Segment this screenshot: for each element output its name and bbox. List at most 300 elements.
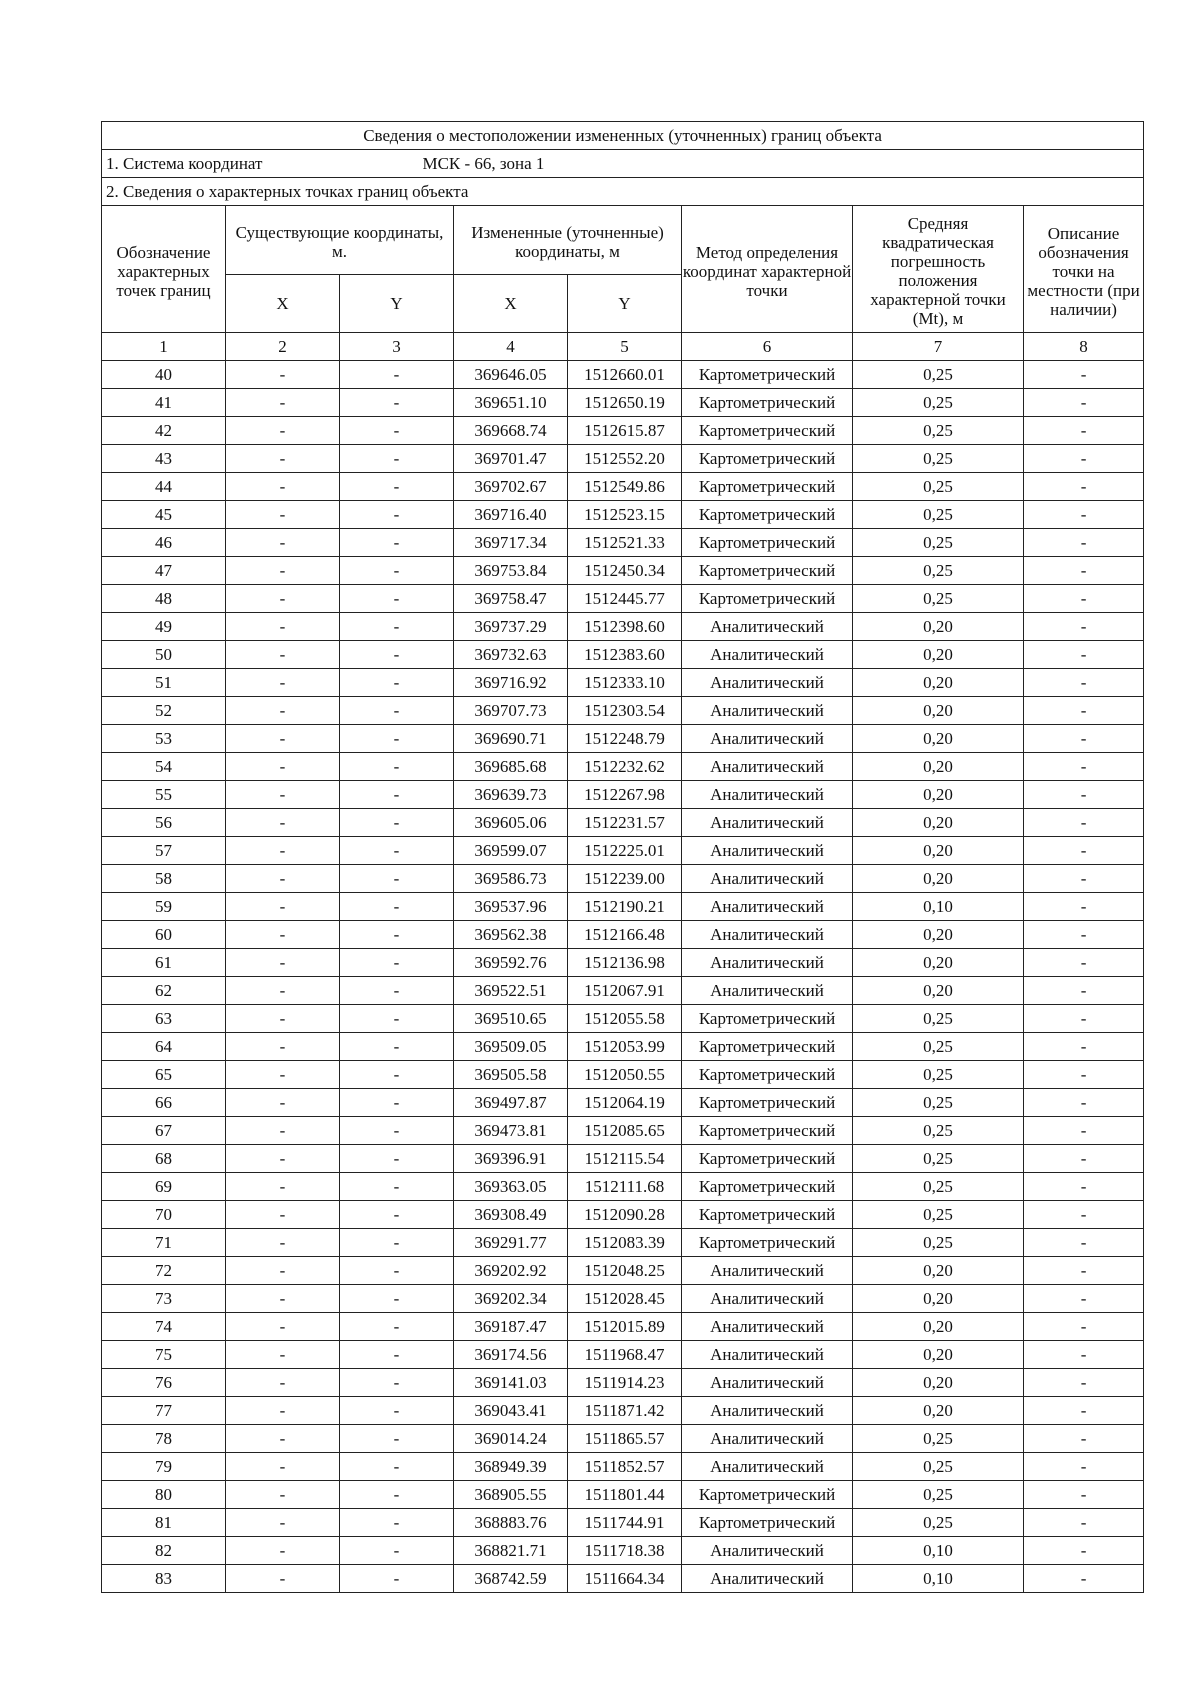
cell-existing-y: -	[340, 725, 454, 753]
cell-changed-x: 369537.96	[454, 893, 568, 921]
cell-existing-y: -	[340, 1173, 454, 1201]
cell-existing-y: -	[340, 921, 454, 949]
cell-existing-x: -	[226, 949, 340, 977]
cell-changed-x: 369690.71	[454, 725, 568, 753]
cell-description: -	[1024, 613, 1144, 641]
cell-existing-y: -	[340, 1425, 454, 1453]
cell-point-number: 55	[102, 781, 226, 809]
cell-existing-y: -	[340, 473, 454, 501]
cell-method: Аналитический	[682, 1397, 853, 1425]
table-row	[102, 557, 1144, 585]
cell-changed-y: 1512050.55	[568, 1061, 682, 1089]
cell-existing-y: -	[340, 585, 454, 613]
cell-point-number: 61	[102, 949, 226, 977]
cell-changed-x: 369187.47	[454, 1313, 568, 1341]
table-row	[102, 1369, 1144, 1397]
cell-description: -	[1024, 1565, 1144, 1593]
column-number: 6	[682, 333, 853, 361]
cell-changed-y: 1512055.58	[568, 1005, 682, 1033]
cell-changed-x: 369651.10	[454, 389, 568, 417]
cell-changed-x: 369363.05	[454, 1173, 568, 1201]
cell-method: Аналитический	[682, 949, 853, 977]
cell-description: -	[1024, 1201, 1144, 1229]
cell-mean-error: 0,25	[853, 417, 1024, 445]
cell-point-number: 43	[102, 445, 226, 473]
table-row	[102, 389, 1144, 417]
coordinate-system-label: 1. Система координат	[106, 154, 263, 173]
cell-existing-x: -	[226, 1117, 340, 1145]
cell-existing-x: -	[226, 417, 340, 445]
table-row	[102, 753, 1144, 781]
cell-changed-x: 369497.87	[454, 1089, 568, 1117]
cell-point-number: 62	[102, 977, 226, 1005]
section-row	[102, 178, 1144, 206]
cell-method: Картометрический	[682, 473, 853, 501]
cell-method: Аналитический	[682, 697, 853, 725]
cell-method: Аналитический	[682, 893, 853, 921]
cell-changed-x: 369685.68	[454, 753, 568, 781]
cell-method: Аналитический	[682, 1537, 853, 1565]
table-row	[102, 445, 1144, 473]
cell-description: -	[1024, 725, 1144, 753]
cell-existing-y: -	[340, 1145, 454, 1173]
cell-existing-y: -	[340, 1257, 454, 1285]
cell-description: -	[1024, 529, 1144, 557]
column-number: 2	[226, 333, 340, 361]
cell-mean-error: 0,20	[853, 1369, 1024, 1397]
cell-changed-x: 369758.47	[454, 585, 568, 613]
cell-existing-y: -	[340, 1565, 454, 1593]
cell-method: Картометрический	[682, 417, 853, 445]
cell-existing-y: -	[340, 1089, 454, 1117]
cell-point-number: 81	[102, 1509, 226, 1537]
cell-method: Картометрический	[682, 1201, 853, 1229]
cell-mean-error: 0,20	[853, 669, 1024, 697]
cell-mean-error: 0,25	[853, 1229, 1024, 1257]
cell-point-number: 71	[102, 1229, 226, 1257]
cell-changed-x: 369716.40	[454, 501, 568, 529]
cell-existing-x: -	[226, 1145, 340, 1173]
header-row-main	[102, 206, 1144, 275]
cell-method: Картометрический	[682, 389, 853, 417]
cell-method: Аналитический	[682, 1313, 853, 1341]
cell-existing-y: -	[340, 865, 454, 893]
cell-description: -	[1024, 1229, 1144, 1257]
table-row	[102, 1033, 1144, 1061]
cell-changed-x: 369646.05	[454, 361, 568, 389]
cell-existing-y: -	[340, 417, 454, 445]
cell-existing-y: -	[340, 809, 454, 837]
cell-changed-y: 1512085.65	[568, 1117, 682, 1145]
cell-changed-y: 1512450.34	[568, 557, 682, 585]
cell-existing-y: -	[340, 1313, 454, 1341]
cell-existing-x: -	[226, 1089, 340, 1117]
table-row	[102, 1117, 1144, 1145]
cell-changed-y: 1511914.23	[568, 1369, 682, 1397]
cell-point-number: 58	[102, 865, 226, 893]
cell-existing-y: -	[340, 1397, 454, 1425]
cell-changed-x: 369505.58	[454, 1061, 568, 1089]
cell-existing-y: -	[340, 501, 454, 529]
table-row	[102, 893, 1144, 921]
cell-existing-y: -	[340, 837, 454, 865]
cell-method: Аналитический	[682, 1341, 853, 1369]
cell-changed-x: 369716.92	[454, 669, 568, 697]
cell-description: -	[1024, 1341, 1144, 1369]
cell-point-number: 63	[102, 1005, 226, 1033]
table-row	[102, 809, 1144, 837]
cell-existing-x: -	[226, 501, 340, 529]
cell-point-number: 72	[102, 1257, 226, 1285]
cell-point-number: 47	[102, 557, 226, 585]
cell-description: -	[1024, 1117, 1144, 1145]
table-row	[102, 977, 1144, 1005]
section-title: 2. Сведения о характерных точках границ объекта	[102, 178, 1144, 206]
cell-method: Аналитический	[682, 669, 853, 697]
table-row	[102, 1201, 1144, 1229]
cell-changed-y: 1512225.01	[568, 837, 682, 865]
cell-method: Аналитический	[682, 725, 853, 753]
cell-changed-y: 1512190.21	[568, 893, 682, 921]
cell-existing-y: -	[340, 1509, 454, 1537]
cell-method: Аналитический	[682, 1565, 853, 1593]
cell-method: Картометрический	[682, 1173, 853, 1201]
cell-existing-y: -	[340, 1481, 454, 1509]
cell-changed-y: 1512660.01	[568, 361, 682, 389]
cell-existing-y: -	[340, 613, 454, 641]
cell-description: -	[1024, 585, 1144, 613]
cell-changed-y: 1512303.54	[568, 697, 682, 725]
cell-mean-error: 0,20	[853, 809, 1024, 837]
cell-point-number: 45	[102, 501, 226, 529]
header-changed-x: X	[454, 275, 568, 333]
cell-changed-y: 1511664.34	[568, 1565, 682, 1593]
cell-point-number: 56	[102, 809, 226, 837]
cell-mean-error: 0,25	[853, 529, 1024, 557]
cell-point-number: 50	[102, 641, 226, 669]
cell-changed-x: 369308.49	[454, 1201, 568, 1229]
cell-description: -	[1024, 1285, 1144, 1313]
cell-point-number: 74	[102, 1313, 226, 1341]
header-existing-x: X	[226, 275, 340, 333]
cell-changed-y: 1511801.44	[568, 1481, 682, 1509]
cell-existing-x: -	[226, 1481, 340, 1509]
cell-mean-error: 0,25	[853, 1173, 1024, 1201]
cell-changed-y: 1512521.33	[568, 529, 682, 557]
cell-point-number: 54	[102, 753, 226, 781]
column-number: 3	[340, 333, 454, 361]
cell-point-number: 82	[102, 1537, 226, 1565]
cell-description: -	[1024, 473, 1144, 501]
cell-mean-error: 0,25	[853, 585, 1024, 613]
header-mean-error: Средняя квадратическая погрешность положения характерной точки (Mt), м	[853, 206, 1024, 333]
cell-changed-y: 1512090.28	[568, 1201, 682, 1229]
cell-point-number: 68	[102, 1145, 226, 1173]
cell-point-number: 83	[102, 1565, 226, 1593]
cell-existing-x: -	[226, 1509, 340, 1537]
cell-changed-x: 369737.29	[454, 613, 568, 641]
cell-changed-x: 369701.47	[454, 445, 568, 473]
cell-mean-error: 0,20	[853, 1313, 1024, 1341]
table-row	[102, 781, 1144, 809]
cell-method: Картометрический	[682, 1089, 853, 1117]
cell-method: Аналитический	[682, 1257, 853, 1285]
table-row	[102, 1313, 1144, 1341]
cell-changed-y: 1512267.98	[568, 781, 682, 809]
cell-existing-x: -	[226, 1565, 340, 1593]
cell-description: -	[1024, 1061, 1144, 1089]
coordinate-system-value: МСК - 66, зона 1	[422, 154, 545, 173]
column-number: 7	[853, 333, 1024, 361]
cell-changed-x: 369043.41	[454, 1397, 568, 1425]
cell-description: -	[1024, 781, 1144, 809]
cell-mean-error: 0,25	[853, 445, 1024, 473]
cell-mean-error: 0,25	[853, 1033, 1024, 1061]
cell-existing-y: -	[340, 557, 454, 585]
cell-method: Аналитический	[682, 641, 853, 669]
cell-existing-x: -	[226, 445, 340, 473]
cell-existing-x: -	[226, 1313, 340, 1341]
cell-mean-error: 0,20	[853, 1397, 1024, 1425]
cell-changed-x: 369291.77	[454, 1229, 568, 1257]
cell-mean-error: 0,20	[853, 725, 1024, 753]
cell-changed-y: 1512064.19	[568, 1089, 682, 1117]
header-changed-coords: Измененные (уточненные) координаты, м	[454, 206, 682, 275]
cell-existing-x: -	[226, 753, 340, 781]
table-row	[102, 1397, 1144, 1425]
cell-existing-y: -	[340, 781, 454, 809]
cell-changed-y: 1512615.87	[568, 417, 682, 445]
header-existing-y: Y	[340, 275, 454, 333]
table-row	[102, 1257, 1144, 1285]
cell-existing-y: -	[340, 1061, 454, 1089]
cell-description: -	[1024, 1313, 1144, 1341]
cell-existing-x: -	[226, 809, 340, 837]
title-row	[102, 122, 1144, 150]
cell-changed-x: 368883.76	[454, 1509, 568, 1537]
cell-description: -	[1024, 557, 1144, 585]
table-row	[102, 1089, 1144, 1117]
table-row	[102, 501, 1144, 529]
cell-existing-x: -	[226, 921, 340, 949]
cell-existing-x: -	[226, 361, 340, 389]
cell-existing-y: -	[340, 1285, 454, 1313]
table-row	[102, 529, 1144, 557]
cell-description: -	[1024, 1537, 1144, 1565]
table-row	[102, 1061, 1144, 1089]
cell-description: -	[1024, 921, 1144, 949]
cell-existing-x: -	[226, 557, 340, 585]
cell-point-number: 73	[102, 1285, 226, 1313]
cell-description: -	[1024, 753, 1144, 781]
cell-changed-y: 1511865.57	[568, 1425, 682, 1453]
cell-method: Картометрический	[682, 1033, 853, 1061]
cell-point-number: 69	[102, 1173, 226, 1201]
cell-mean-error: 0,20	[853, 949, 1024, 977]
cell-existing-x: -	[226, 669, 340, 697]
cell-changed-x: 369510.65	[454, 1005, 568, 1033]
table-row	[102, 1565, 1144, 1593]
cell-mean-error: 0,10	[853, 1537, 1024, 1565]
cell-changed-x: 368905.55	[454, 1481, 568, 1509]
cell-method: Аналитический	[682, 921, 853, 949]
cell-changed-x: 369668.74	[454, 417, 568, 445]
cell-point-number: 48	[102, 585, 226, 613]
table-row	[102, 1341, 1144, 1369]
cell-existing-y: -	[340, 1369, 454, 1397]
table-row	[102, 613, 1144, 641]
table-row	[102, 921, 1144, 949]
cell-existing-x: -	[226, 1453, 340, 1481]
cell-existing-x: -	[226, 1341, 340, 1369]
cell-description: -	[1024, 893, 1144, 921]
cell-existing-x: -	[226, 893, 340, 921]
table-row	[102, 1229, 1144, 1257]
cell-changed-y: 1511871.42	[568, 1397, 682, 1425]
cell-existing-x: -	[226, 1005, 340, 1033]
cell-description: -	[1024, 1173, 1144, 1201]
cell-existing-y: -	[340, 697, 454, 725]
cell-mean-error: 0,25	[853, 389, 1024, 417]
cell-description: -	[1024, 1033, 1144, 1061]
cell-existing-x: -	[226, 529, 340, 557]
cell-description: -	[1024, 1005, 1144, 1033]
table-row	[102, 1453, 1144, 1481]
cell-changed-x: 369605.06	[454, 809, 568, 837]
cell-changed-y: 1512136.98	[568, 949, 682, 977]
table-row	[102, 1509, 1144, 1537]
cell-existing-x: -	[226, 1229, 340, 1257]
cell-mean-error: 0,25	[853, 1201, 1024, 1229]
cell-method: Картометрический	[682, 529, 853, 557]
cell-changed-x: 369586.73	[454, 865, 568, 893]
cell-mean-error: 0,20	[853, 753, 1024, 781]
cell-description: -	[1024, 501, 1144, 529]
cell-description: -	[1024, 669, 1144, 697]
cell-mean-error: 0,25	[853, 1509, 1024, 1537]
table-title: Сведения о местоположении измененных (уточненных) границ объекта	[102, 122, 1144, 150]
cell-point-number: 59	[102, 893, 226, 921]
cell-description: -	[1024, 977, 1144, 1005]
cell-description: -	[1024, 1453, 1144, 1481]
cell-existing-x: -	[226, 1397, 340, 1425]
cell-existing-x: -	[226, 865, 340, 893]
cell-method: Аналитический	[682, 837, 853, 865]
cell-point-number: 75	[102, 1341, 226, 1369]
cell-mean-error: 0,25	[853, 1005, 1024, 1033]
cell-mean-error: 0,25	[853, 473, 1024, 501]
cell-point-number: 49	[102, 613, 226, 641]
table-row	[102, 725, 1144, 753]
table-row	[102, 1173, 1144, 1201]
cell-changed-y: 1511744.91	[568, 1509, 682, 1537]
table-row	[102, 1425, 1144, 1453]
cell-existing-y: -	[340, 1005, 454, 1033]
cell-mean-error: 0,20	[853, 977, 1024, 1005]
cell-point-number: 65	[102, 1061, 226, 1089]
cell-existing-y: -	[340, 1341, 454, 1369]
cell-description: -	[1024, 361, 1144, 389]
cell-method: Картометрический	[682, 1117, 853, 1145]
column-number: 8	[1024, 333, 1144, 361]
cell-description: -	[1024, 837, 1144, 865]
cell-existing-x: -	[226, 1061, 340, 1089]
coordinate-system-row	[102, 150, 1144, 178]
cell-mean-error: 0,25	[853, 1089, 1024, 1117]
cell-method: Аналитический	[682, 1369, 853, 1397]
table-row	[102, 669, 1144, 697]
cell-changed-y: 1511968.47	[568, 1341, 682, 1369]
table-row	[102, 417, 1144, 445]
cell-mean-error: 0,25	[853, 1061, 1024, 1089]
cell-changed-x: 369509.05	[454, 1033, 568, 1061]
cell-mean-error: 0,20	[853, 1341, 1024, 1369]
cell-point-number: 64	[102, 1033, 226, 1061]
table-row	[102, 1285, 1144, 1313]
cell-changed-x: 369202.34	[454, 1285, 568, 1313]
cell-changed-y: 1512166.48	[568, 921, 682, 949]
cell-mean-error: 0,20	[853, 1257, 1024, 1285]
cell-description: -	[1024, 697, 1144, 725]
cell-point-number: 66	[102, 1089, 226, 1117]
cell-description: -	[1024, 1397, 1144, 1425]
header-changed-y: Y	[568, 275, 682, 333]
cell-method: Картометрический	[682, 557, 853, 585]
cell-method: Картометрический	[682, 501, 853, 529]
cell-existing-y: -	[340, 1201, 454, 1229]
cell-changed-y: 1512231.57	[568, 809, 682, 837]
cell-point-number: 79	[102, 1453, 226, 1481]
cell-method: Картометрический	[682, 1005, 853, 1033]
cell-changed-y: 1512383.60	[568, 641, 682, 669]
table-row	[102, 865, 1144, 893]
cell-changed-x: 369014.24	[454, 1425, 568, 1453]
cell-description: -	[1024, 445, 1144, 473]
cell-point-number: 77	[102, 1397, 226, 1425]
cell-changed-y: 1512015.89	[568, 1313, 682, 1341]
cell-description: -	[1024, 809, 1144, 837]
cell-changed-x: 369639.73	[454, 781, 568, 809]
cell-mean-error: 0,20	[853, 865, 1024, 893]
cell-description: -	[1024, 1509, 1144, 1537]
cell-mean-error: 0,25	[853, 501, 1024, 529]
cell-mean-error: 0,20	[853, 641, 1024, 669]
cell-mean-error: 0,20	[853, 697, 1024, 725]
cell-method: Аналитический	[682, 1285, 853, 1313]
cell-existing-x: -	[226, 977, 340, 1005]
cell-changed-x: 368949.39	[454, 1453, 568, 1481]
cell-method: Аналитический	[682, 977, 853, 1005]
cell-changed-y: 1512248.79	[568, 725, 682, 753]
cell-point-number: 57	[102, 837, 226, 865]
table-row	[102, 361, 1144, 389]
header-point-designation: Обозначение характерных точек границ	[102, 206, 226, 333]
cell-description: -	[1024, 389, 1144, 417]
cell-description: -	[1024, 1145, 1144, 1173]
cell-mean-error: 0,20	[853, 921, 1024, 949]
cell-existing-x: -	[226, 781, 340, 809]
cell-point-number: 76	[102, 1369, 226, 1397]
cell-existing-x: -	[226, 1201, 340, 1229]
cell-changed-x: 368742.59	[454, 1565, 568, 1593]
table-row	[102, 949, 1144, 977]
table-row	[102, 697, 1144, 725]
cell-changed-y: 1512549.86	[568, 473, 682, 501]
cell-changed-y: 1511718.38	[568, 1537, 682, 1565]
cell-mean-error: 0,25	[853, 1145, 1024, 1173]
cell-existing-x: -	[226, 1425, 340, 1453]
cell-point-number: 41	[102, 389, 226, 417]
